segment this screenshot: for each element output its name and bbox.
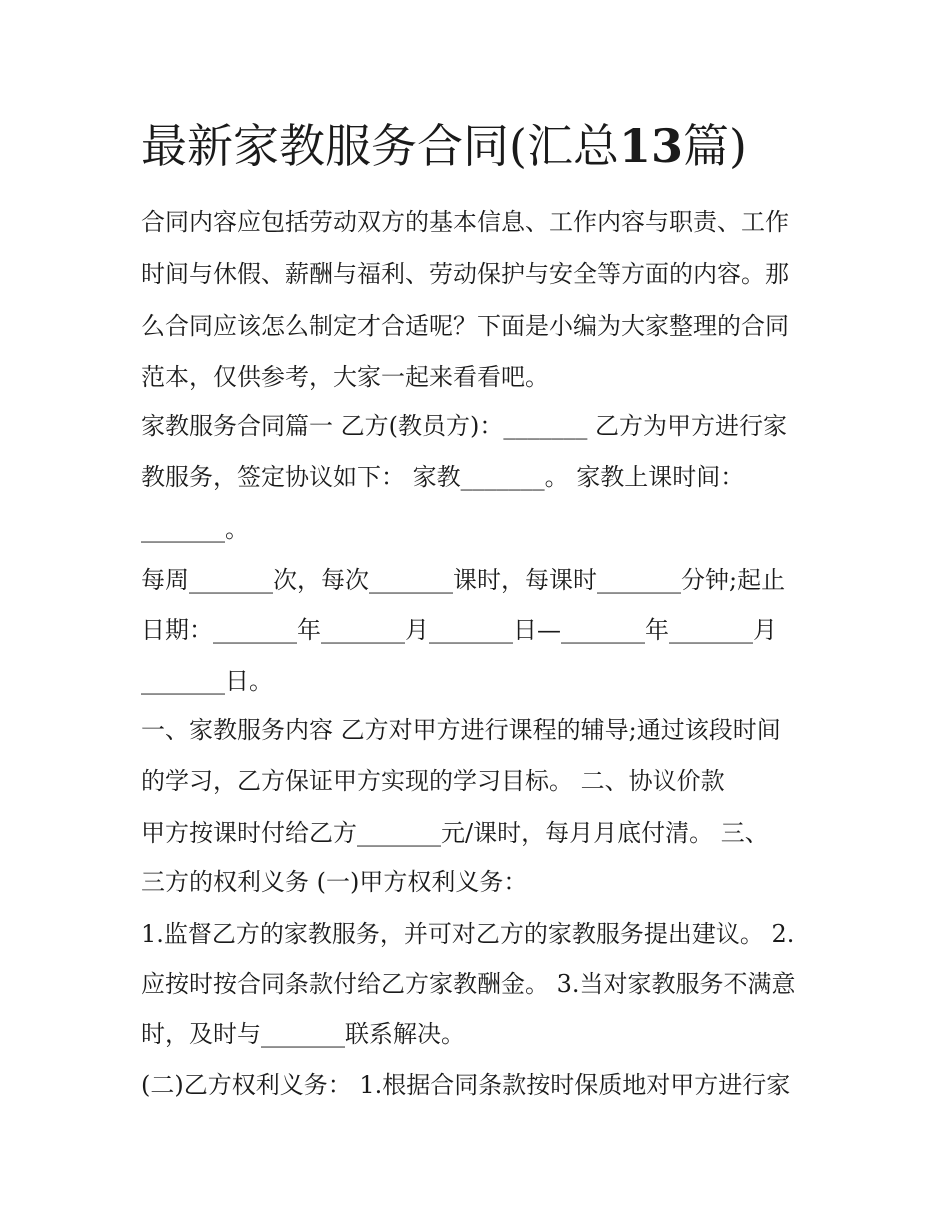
paragraph-line: 1.监督乙方的家教服务，并可对乙方的家教服务提出建议。 2. [141,920,795,948]
paragraph-line: 日期：_______年_______月_______日—_______年_______月 [141,616,777,644]
document-title: 最新家教服务合同(汇总13篇) [141,119,747,173]
paragraph-line: 时，及时与_______联系解决。 [141,1020,465,1048]
paragraph-line: 教服务，签定协议如下： 家教_______。 家教上课时间： [141,463,745,491]
paragraph-line: 一、家教服务内容 乙方对甲方进行课程的辅导;通过该段时间 [141,716,781,744]
paragraph-line: 么合同应该怎么制定才合适呢？下面是小编为大家整理的合同 [141,312,789,340]
paragraph-line: 的学习，乙方保证甲方实现的学习目标。 二、协议价款 [141,767,725,795]
paragraph-line: 合同内容应包括劳动双方的基本信息、工作内容与职责、工作 [141,208,789,236]
paragraph-line: _______。 [141,515,249,543]
paragraph-line: 应按时按合同条款付给乙方家教酬金。 3.当对家教服务不满意 [141,970,796,998]
paragraph-line: _______日。 [141,667,273,695]
paragraph-line: 三方的权利义务 (一)甲方权利义务： [141,868,528,896]
paragraph-line: 每周_______次，每次_______课时，每课时_______分钟;起止 [141,566,786,594]
paragraph-line: 时间与休假、薪酬与福利、劳动保护与安全等方面的内容。那 [141,260,789,288]
paragraph-line: 家教服务合同篇一 乙方(教员方)：_______ 乙方为甲方进行家 [141,412,787,440]
paragraph-line: 甲方按课时付给乙方_______元/课时，每月月底付清。 三、 [141,819,769,847]
paragraph-line: (二)乙方权利义务： 1.根据合同条款按时保质地对甲方进行家 [141,1071,791,1099]
paragraph-line: 范本，仅供参考，大家一起来看看吧。 [141,363,549,391]
